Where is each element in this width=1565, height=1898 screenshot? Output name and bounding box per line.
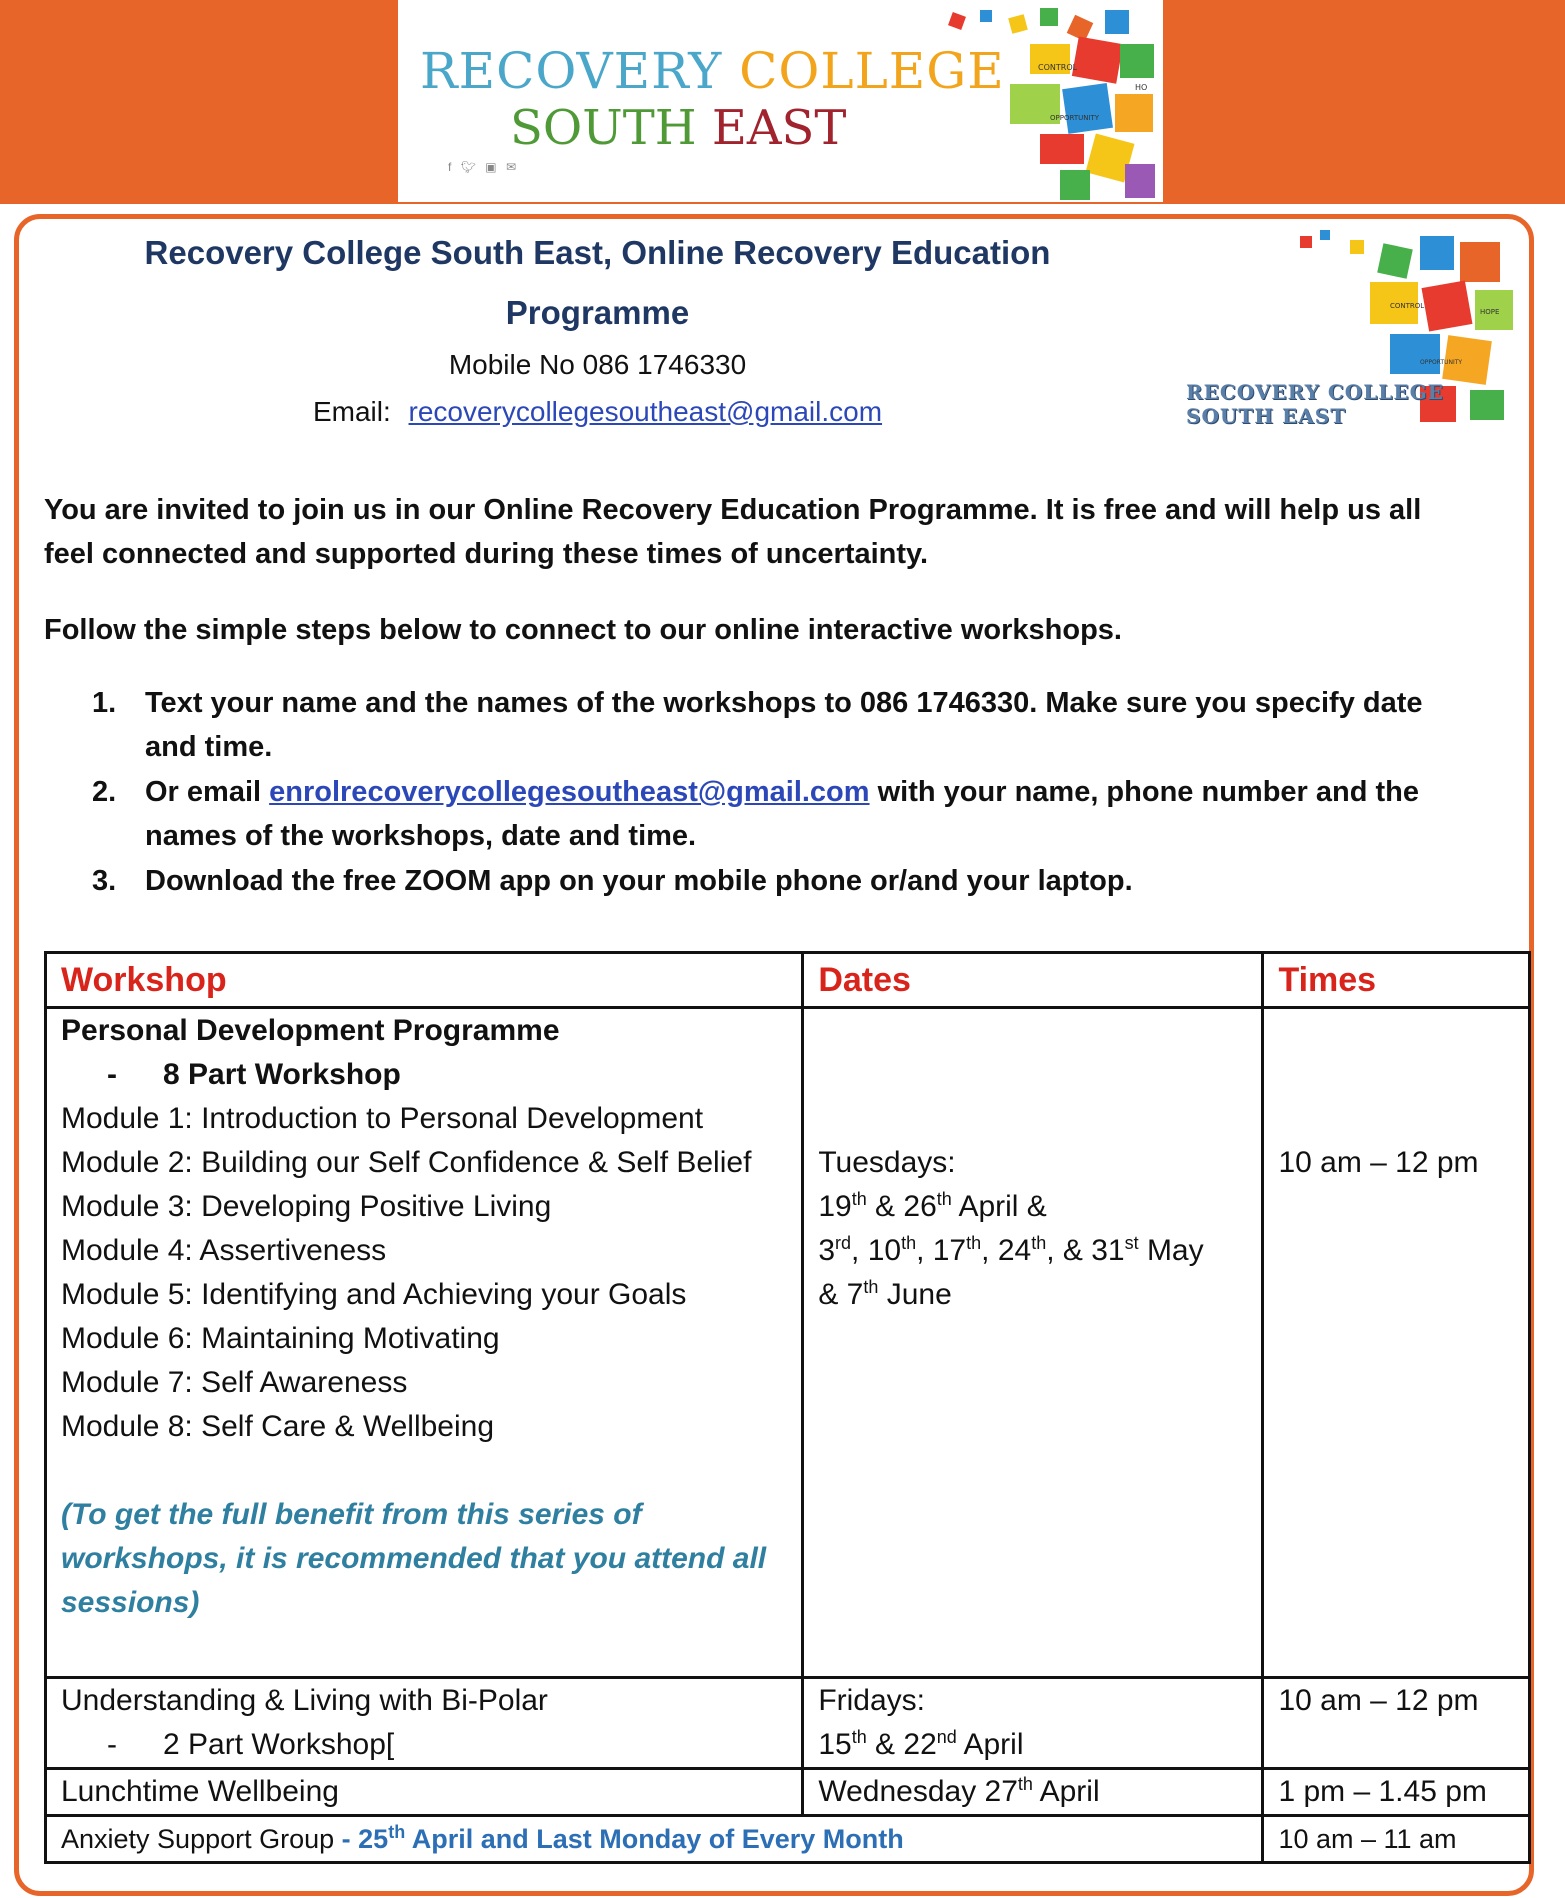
subtitle-text: 8 Part Workshop (163, 1058, 401, 1091)
top-banner (0, 0, 1565, 204)
workshop-title: Understanding & Living with Bi-Polar (61, 1684, 548, 1717)
module-item: Module 6: Maintaining Motivating (61, 1322, 500, 1355)
dates-label: Fridays: (818, 1684, 925, 1717)
workshop-cell: Anxiety Support Group - 25th April and Last Monday of Every Month (46, 1816, 1263, 1863)
cube-word: HOPE (1480, 308, 1500, 316)
module-item: Module 3: Developing Positive Living (61, 1190, 552, 1223)
header-times: Times (1263, 953, 1530, 1008)
times-cell (1263, 1008, 1530, 1678)
colored-cubes-graphic (910, 4, 1160, 204)
time-value: 10 am – 12 pm (1278, 1146, 1479, 1179)
dash-marker: - (107, 1728, 117, 1761)
workshop-schedule-table (44, 951, 1531, 1864)
dates-line: 15th & 22nd April (818, 1727, 1024, 1761)
workshop-cell (46, 1678, 803, 1769)
cube-word: CONTROL (1390, 302, 1425, 310)
step-number: 2. (92, 776, 117, 808)
dates-line: & 7th June (818, 1277, 952, 1311)
brand-logo-line2 (510, 100, 846, 156)
header-workshop: Workshop (46, 953, 803, 1008)
intro-line: feel connected and supported during these times of uncertainty. (44, 538, 929, 570)
step-text: names of the workshops, date and time. (145, 820, 697, 852)
workshop-cell (46, 1008, 803, 1678)
table-header-row (46, 953, 1530, 1008)
brand-word-east: EAST (711, 100, 847, 156)
times-cell (1263, 1678, 1530, 1769)
note-line: sessions) (61, 1586, 200, 1619)
facebook-icon[interactable]: f (448, 160, 455, 174)
intro-paragraph (44, 488, 1524, 576)
header-dates: Dates (803, 953, 1263, 1008)
email-label: Email: (312, 396, 391, 427)
step-number: 3. (92, 865, 117, 897)
times-cell: 1 pm – 1.45 pm (1263, 1769, 1530, 1816)
module-item: Module 4: Assertiveness (61, 1234, 387, 1267)
step-text: and time. (145, 731, 273, 763)
note-line: workshops, it is recommended that you attend all (61, 1542, 767, 1575)
step-number: 1. (92, 687, 117, 719)
note-line: (To get the full benefit from this series of (61, 1498, 642, 1531)
instagram-icon[interactable]: ▣ (485, 160, 500, 174)
email-icon[interactable]: ✉ (505, 160, 520, 174)
table-row (46, 1008, 1530, 1678)
workshop-subtitle (61, 1723, 787, 1767)
dates-label: Tuesdays: (818, 1146, 956, 1179)
time-value: 10 am – 12 pm (1278, 1684, 1479, 1717)
workshop-title: Personal Development Programme (61, 1014, 560, 1047)
cube-word: OPPORTUNITY (1420, 359, 1463, 366)
module-item: Module 8: Self Care & Wellbeing (61, 1410, 495, 1443)
cube-word: HO (1135, 83, 1148, 92)
module-item: Module 1: Introduction to Personal Development (61, 1102, 704, 1135)
intro-line: You are invited to join us in our Online Recovery Education Programme. It is free and will help us all (44, 494, 1422, 526)
email-line (60, 396, 1135, 428)
step-text (145, 770, 1565, 814)
brand-word-south: SOUTH (510, 100, 697, 156)
table-row (46, 1816, 1530, 1863)
step-text-post: with your name, phone number and the (869, 776, 1419, 808)
twitter-icon[interactable]: 🐦︎ (460, 160, 479, 174)
workshop-subtitle (61, 1053, 787, 1097)
subtitle-text: 2 Part Workshop[ (163, 1728, 395, 1761)
social-icons (448, 160, 519, 174)
email-link[interactable]: recoverycollegesoutheast@gmail.com (408, 396, 883, 427)
follow-steps-text: Follow the simple steps below to connect to our online interactive workshops. (44, 614, 1122, 646)
step-text: Text your name and the names of the workshops to 086 1746330. Make sure you specify date (145, 687, 1423, 719)
programme-title-line1: Recovery College South East, Online Recovery Education (144, 234, 1051, 271)
brand-word-college: COLLEGE (739, 42, 1005, 100)
attendance-note (61, 1493, 787, 1625)
enrol-email-link[interactable]: enrolrecoverycollegesoutheast@gmail.com (269, 776, 870, 808)
dash-marker: - (107, 1058, 117, 1091)
step-text: Download the free ZOOM app on your mobile phone or/and your laptop. (145, 865, 1133, 897)
dates-line: 19th & 26th April & (818, 1189, 1047, 1223)
dates-line: 3rd, 10th, 17th, 24th, & 31st May (818, 1233, 1204, 1267)
side-logo-text-line1: RECOVERY COLLEGE (1186, 380, 1444, 404)
dates-cell (803, 1678, 1263, 1769)
workshop-title: Anxiety Support Group (61, 1824, 335, 1854)
module-item: Module 5: Identifying and Achieving your Goals (61, 1278, 687, 1311)
mobile-number: Mobile No 086 1746330 (448, 349, 747, 380)
module-item: Module 7: Self Awareness (61, 1366, 408, 1399)
table-row (46, 1769, 1530, 1816)
times-cell: 10 am – 11 am (1263, 1816, 1530, 1863)
brand-word-recovery: RECOVERY (420, 42, 723, 100)
dates-cell: Wednesday 27th April (803, 1769, 1263, 1816)
cube-word: OPPORTUNITY (1050, 114, 1100, 122)
side-logo-text-line2: SOUTH EAST (1186, 404, 1347, 428)
dates-cell (803, 1008, 1263, 1678)
workshop-cell: Lunchtime Wellbeing (46, 1769, 803, 1816)
programme-title-line2: Programme (505, 294, 690, 331)
step-text-pre: Or email (145, 776, 270, 808)
module-item: Module 2: Building our Self Confidence & Self Belief (61, 1146, 752, 1179)
table-row (46, 1678, 1530, 1769)
cube-word: CONTROL (1038, 63, 1078, 72)
